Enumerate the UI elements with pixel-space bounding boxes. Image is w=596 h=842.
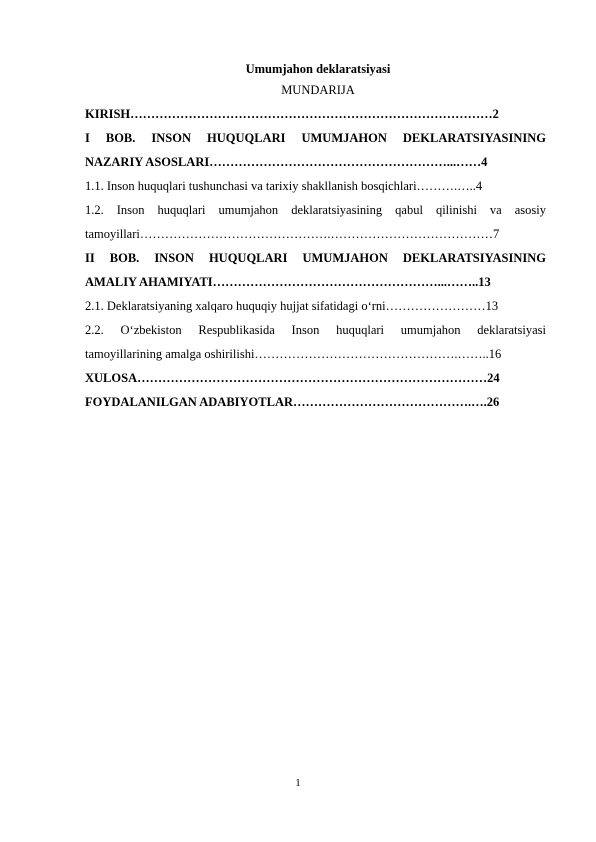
document-title: Umumjahon deklaratsiyasi xyxy=(245,62,391,76)
toc-entry-chapter-2-line-2: AMALIY AHAMIYATI………………………………………………...……..13 xyxy=(85,275,491,289)
toc-entry-2-2-line-1: 2.2. O‘zbekiston Respublikasida Inson huquqlari umumjahon deklaratsiyasi xyxy=(85,323,546,337)
toc-entry-bibliography: FOYDALANILGAN ADABIYOTLAR…………………………………….….26 xyxy=(85,395,500,409)
toc-entry-chapter-1-line-1: I BOB. INSON HUQUQLARI UMUMJAHON DEKLARATSIYASINING xyxy=(85,131,546,145)
toc-entry-xulosa: XULOSA…………………………………………………………………………24 xyxy=(85,371,500,385)
page-number: 1 xyxy=(295,777,301,789)
toc-entry-2-1: 2.1. Deklaratsiyaning xalqaro huquqiy hujjat sifatidagi o‘rni……………………13 xyxy=(85,299,499,313)
toc-entry-1-2-line-2: tamoyillari……………………………………….…………………………………7 xyxy=(85,227,500,241)
toc-entry-chapter-1-line-2: NAZARIY ASOSLARI…………………………………………………...……4 xyxy=(85,155,488,169)
toc-entry-chapter-2-line-1: II BOB. INSON HUQUQLARI UMUMJAHON DEKLARATSIYASINING xyxy=(85,251,546,265)
toc-entry-2-2-line-2: tamoyillarining amalga oshirilishi………………………………………….……..16 xyxy=(85,347,502,361)
toc-entry-kirish: KIRISH……………………………………………………………………………2 xyxy=(85,107,499,121)
toc-entry-1-1: 1.1. Inson huquqlari tushunchasi va tarixiy shakllanish bosqichlari……….…..4 xyxy=(85,179,483,193)
toc-entry-1-2-line-1: 1.2. Inson huquqlari umumjahon deklaratsiyasining qabul qilinishi va asosiy xyxy=(85,203,546,217)
toc-heading: MUNDARIJA xyxy=(281,83,355,97)
